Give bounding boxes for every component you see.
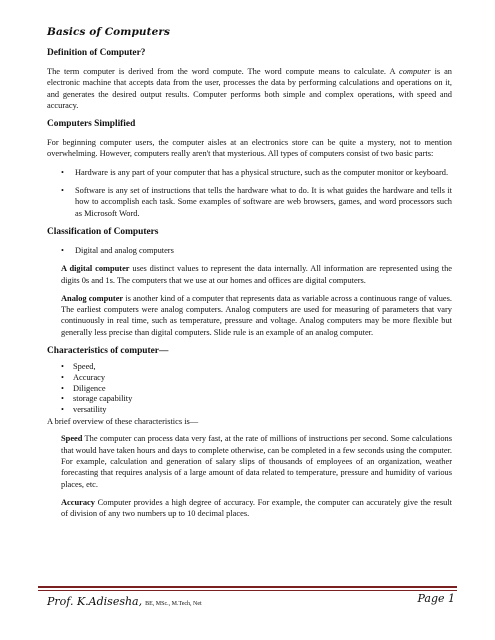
paragraph-analog — [61, 293, 452, 338]
paragraph-simplified: For beginning computer users, the computer aisles at an electronics store can be quite a mystery, not to mention overwhelming. However, computers really aren't that mysterious. All types of computers consist of two basic parts: — [47, 138, 452, 159]
list-item — [47, 405, 452, 416]
page-title: Basics of Computers — [47, 26, 171, 38]
bullet-icon: • — [61, 405, 64, 415]
characteristics-list — [47, 362, 452, 416]
classification-list — [47, 245, 452, 256]
definition-text-end: is an electronic machine that accepts data from the user, processes the data by performing calculations and operations on it, and generates the desired output results. Computer performs both simple and complex operations, with speed and accuracy. — [47, 67, 452, 110]
list-item-text: storage capability — [73, 394, 133, 404]
paragraph-digital — [61, 263, 452, 286]
bullet-icon: • — [61, 186, 64, 196]
list-item-text: Hardware is any part of your computer that has a physical structure, such as the computer monitor or keyboard. — [75, 167, 449, 177]
list-item — [47, 394, 452, 405]
bullet-icon: • — [61, 394, 64, 404]
footer-rule-thin — [38, 590, 457, 591]
digital-text: uses distinct values to represent the data internally. All information are represented using the digits 0s and 1s. The computers that we use at our homes and offices are digital computers. — [61, 264, 453, 285]
heading-simplified: Computers Simplified — [47, 119, 136, 130]
list-item-text: Accuracy — [73, 372, 106, 382]
bullet-icon: • — [61, 167, 64, 177]
parts-list — [47, 167, 452, 219]
footer-page-number: Page 1 — [417, 592, 455, 605]
heading-characteristics: Characteristics of computer— — [47, 346, 169, 357]
footer-rule-thick — [38, 586, 457, 588]
list-item — [47, 167, 452, 178]
heading-classification: Classification of Computers — [47, 226, 159, 237]
bullet-icon: • — [61, 362, 64, 372]
footer-author: Prof. K.Adisesha, — [47, 595, 143, 608]
speed-text: The computer can process data very fast, at the rate of millions of instructions per second. Some calculations that would have taken hours and days to complete otherwise, can be completed in a few seconds using the computer. For example, calculation and generation of salary slips of thousands of employees of an organization, weather forecasting that requires analysis of a large amount of data related to temperature, pressure and humidity of various places, etc. — [61, 434, 452, 489]
list-item — [47, 245, 452, 256]
list-item-text: Diligence — [73, 383, 106, 393]
bullet-icon: • — [61, 372, 64, 382]
list-item-text: versatility — [73, 405, 107, 415]
list-item — [47, 373, 452, 384]
paragraph-accuracy — [61, 497, 452, 520]
list-item-text: Digital and analog computers — [75, 245, 174, 255]
list-item-text: Software is any set of instructions that tells the hardware what to do. It is what guides the hardware and tells it how to accomplish each task. Some examples of software are web browsers, games, and word processors such as Microsoft Word. — [75, 186, 452, 218]
list-item-text: Speed, — [73, 362, 96, 372]
paragraph-definition — [47, 66, 452, 111]
accuracy-text: Computer provides a high degree of accuracy. For example, the computer can accurately give the result of division of any two numbers up to 10 decimal places. — [61, 497, 452, 519]
analog-term: Analog computer — [61, 293, 124, 303]
characteristics-intro: A brief overview of these characteristics is— — [47, 417, 199, 427]
speed-term: Speed — [61, 434, 83, 444]
bullet-icon: • — [61, 245, 64, 255]
list-item — [47, 185, 452, 219]
digital-term: A digital computer — [61, 264, 130, 274]
page-footer — [47, 592, 455, 608]
analog-text: is another kind of a computer that represents data as variable across a continuous range of values. The earliest computers were analog computers. Analog computers are used for measuring of parameters that vary continuously in real time, such as temperature, pressure and voltage. Analog computers may be more flexible but generally less precise than digital computers. Slide rule is an example of an analog computer. — [61, 293, 452, 337]
page-content — [47, 26, 452, 526]
paragraph-speed — [61, 433, 452, 489]
accuracy-term: Accuracy — [61, 497, 95, 507]
list-item — [47, 384, 452, 395]
definition-emphasis: computer — [399, 67, 431, 76]
bullet-icon: • — [61, 383, 64, 393]
heading-definition: Definition of Computer? — [47, 48, 146, 58]
list-item — [47, 362, 452, 373]
definition-text-start: The term computer is derived from the word compute. The word compute means to calculate. A — [47, 67, 399, 76]
footer-qualifications: BE, MSc., M.Tech, Net — [145, 601, 202, 607]
